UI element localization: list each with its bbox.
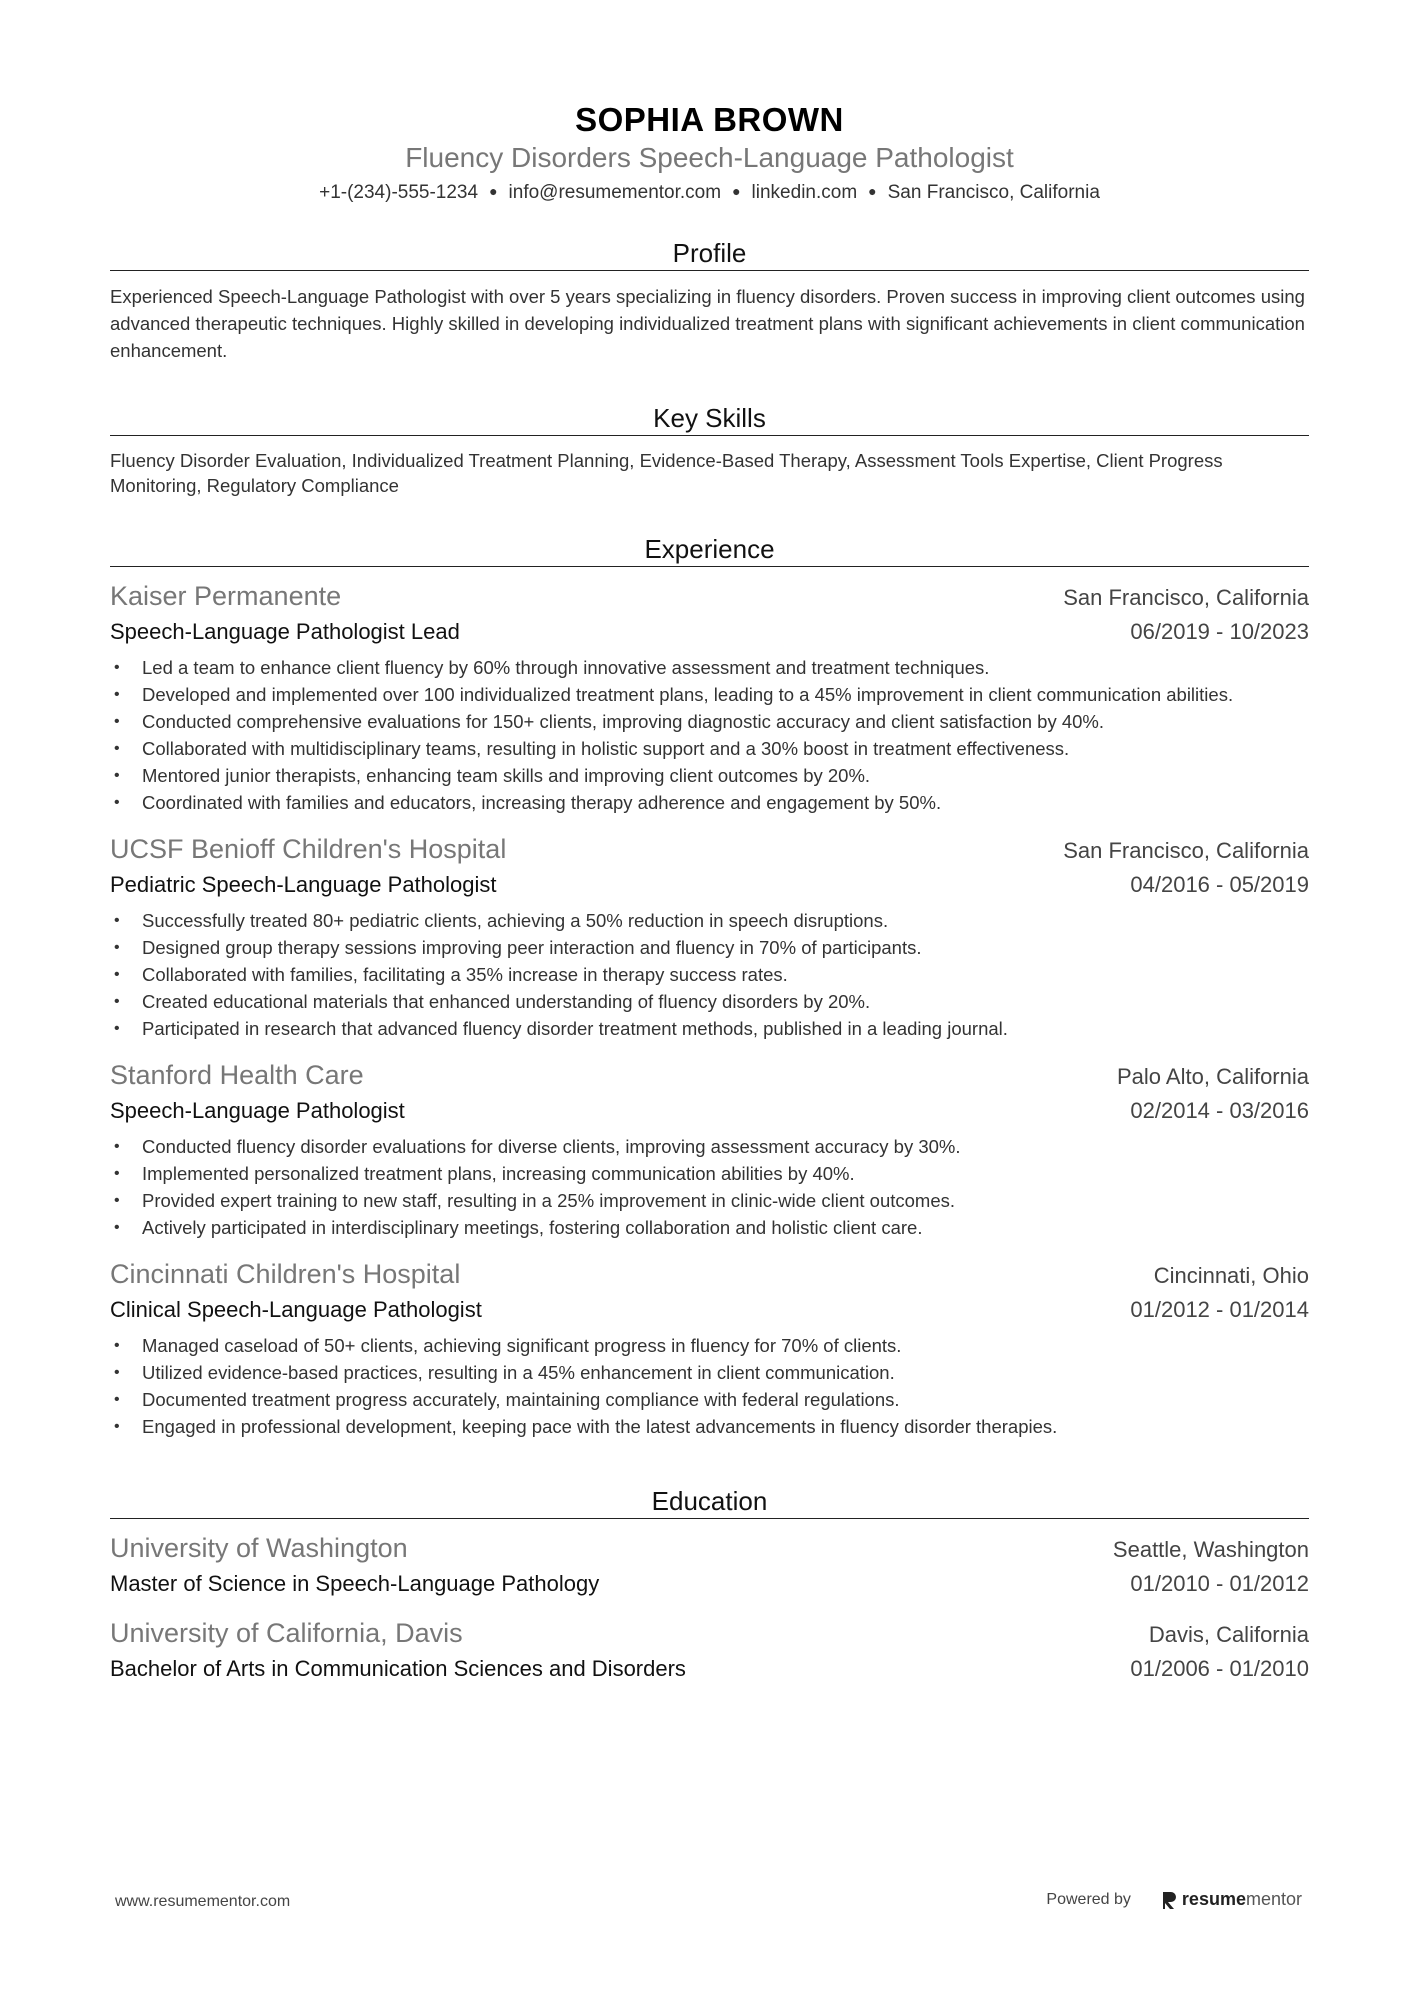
entry-header-row — [110, 579, 1309, 615]
experience-entry — [110, 579, 1309, 816]
achievement-item: • Utilized evidence-based practices, resulting in a 45% enhancement in client communication. — [110, 1359, 1309, 1386]
achievement-item: • Conducted comprehensive evaluations for 150+ clients, improving diagnostic accuracy and client satisfaction by 40%. — [110, 708, 1309, 735]
degree-name: Master of Science in Speech-Language Pathology — [110, 1571, 600, 1596]
education-list — [110, 1531, 1309, 1685]
entry-degree-row — [110, 1652, 1309, 1685]
achievement-item: • Actively participated in interdisciplinary meetings, fostering collaboration and holistic client care. — [110, 1214, 1309, 1241]
experience-entry — [110, 832, 1309, 1042]
separator-dot: ● — [489, 183, 498, 199]
footer-website[interactable]: www.resumementor.com — [115, 1893, 291, 1910]
degree-name: Bachelor of Arts in Communication Sciences and Disorders — [110, 1656, 686, 1681]
skills-list: Fluency Disorder Evaluation, Individualized Treatment Planning, Evidence-Based Therapy, Assessment Tools Expertise, Client Progress Monitoring, Regulatory Compliance — [110, 450, 1223, 496]
employer-name: Stanford Health Care — [110, 1060, 364, 1090]
achievement-list — [110, 654, 1309, 816]
entry-role-row — [110, 615, 1309, 648]
employer-location: San Francisco, California — [1063, 585, 1309, 610]
candidate-name: SOPHIA BROWN — [575, 101, 844, 138]
achievement-item: • Mentored junior therapists, enhancing team skills and improving client outcomes by 20%. — [110, 762, 1309, 789]
contact-email[interactable]: info@resumementor.com — [508, 182, 722, 203]
job-dates: 04/2016 - 05/2019 — [1130, 872, 1309, 897]
contact-location: San Francisco, California — [887, 182, 1100, 203]
entry-role-row — [110, 1293, 1309, 1326]
achievement-item: • Coordinated with families and educators, increasing therapy adherence and engagement by 50%. — [110, 789, 1309, 816]
employer-location: Cincinnati, Ohio — [1153, 1263, 1309, 1288]
school-name: University of California, Davis — [110, 1618, 463, 1648]
resumementor-logo-icon — [1161, 1890, 1177, 1910]
section-title-skills: Key Skills — [653, 403, 766, 433]
resume-page — [110, 0, 1309, 1685]
school-location: Davis, California — [1148, 1622, 1309, 1647]
education-entry — [110, 1616, 1309, 1685]
school-name: University of Washington — [110, 1533, 408, 1563]
contact-line — [110, 178, 1309, 206]
section-divider — [110, 270, 1309, 271]
job-title: Pediatric Speech-Language Pathologist — [110, 872, 497, 897]
employer-name: Cincinnati Children's Hospital — [110, 1259, 461, 1289]
achievement-list — [110, 1332, 1309, 1440]
degree-dates: 01/2010 - 01/2012 — [1130, 1571, 1309, 1596]
entry-header-row — [110, 1058, 1309, 1094]
school-location: Seattle, Washington — [1112, 1537, 1309, 1562]
employer-name: Kaiser Permanente — [110, 581, 342, 611]
achievement-item: • Created educational materials that enhanced understanding of fluency disorders by 20%. — [110, 988, 1309, 1015]
achievement-item: • Provided expert training to new staff, resulting in a 25% improvement in clinic-wide client outcomes. — [110, 1187, 1309, 1214]
brand-logo[interactable] — [1161, 1889, 1302, 1910]
entry-degree-row — [110, 1567, 1309, 1600]
section-title-experience: Experience — [644, 534, 775, 564]
entry-header-row — [110, 1257, 1309, 1293]
resume-header — [110, 0, 1309, 206]
achievement-item: • Conducted fluency disorder evaluations for diverse clients, improving assessment accuracy by 30%. — [110, 1133, 1309, 1160]
footer-branding — [1046, 1889, 1302, 1910]
experience-entry — [110, 1058, 1309, 1241]
job-dates: 02/2014 - 03/2016 — [1130, 1098, 1309, 1123]
brand-name-bold: resume — [1181, 1889, 1246, 1909]
achievement-item: • Collaborated with families, facilitating a 35% increase in therapy success rates. — [110, 961, 1309, 988]
employer-location: Palo Alto, California — [1117, 1064, 1309, 1089]
section-title-profile: Profile — [672, 238, 747, 268]
achievement-item: • Led a team to enhance client fluency by 60% through innovative assessment and treatment techniques. — [110, 654, 1309, 681]
achievement-item: • Participated in research that advanced fluency disorder treatment methods, published in a leading journal. — [110, 1015, 1309, 1042]
contact-phone: +1-(234)-555-1234 — [319, 182, 479, 203]
experience-list — [110, 579, 1309, 1440]
achievement-item: • Designed group therapy sessions improving peer interaction and fluency in 70% of participants. — [110, 934, 1309, 961]
section-divider — [110, 566, 1309, 567]
degree-dates: 01/2006 - 01/2010 — [1130, 1656, 1309, 1681]
job-title: Speech-Language Pathologist — [110, 1098, 405, 1123]
contact-linkedin[interactable]: linkedin.com — [751, 182, 858, 203]
achievement-item: • Documented treatment progress accurately, maintaining compliance with federal regulations. — [110, 1386, 1309, 1413]
job-dates: 06/2019 - 10/2023 — [1130, 619, 1309, 644]
profile-summary: Experienced Speech-Language Pathologist with over 5 years specializing in fluency disorders. Proven success in improving client outcomes using advanced therapeutic techniques. Highly skilled in developing individualized treatment plans with significant achievements in client communication enhancement. — [110, 286, 1305, 361]
achievement-item: • Successfully treated 80+ pediatric clients, achieving a 50% reduction in speech disruptions. — [110, 907, 1309, 934]
entry-header-row — [110, 832, 1309, 868]
candidate-headline: Fluency Disorders Speech-Language Pathologist — [405, 142, 1014, 173]
entry-header-row — [110, 1616, 1309, 1652]
job-title: Speech-Language Pathologist Lead — [110, 619, 460, 644]
employer-location: San Francisco, California — [1063, 838, 1309, 863]
experience-entry — [110, 1257, 1309, 1440]
employer-name: UCSF Benioff Children's Hospital — [110, 834, 507, 864]
entry-role-row — [110, 868, 1309, 901]
page-footer — [0, 1885, 1410, 1925]
section-title-education: Education — [651, 1486, 768, 1516]
separator-dot: ● — [868, 183, 877, 199]
achievement-list — [110, 1133, 1309, 1241]
education-entry — [110, 1531, 1309, 1600]
powered-by-label: Powered by — [1046, 1890, 1131, 1908]
entry-header-row — [110, 1531, 1309, 1567]
brand-name-light: mentor — [1245, 1889, 1302, 1909]
achievement-item: • Collaborated with multidisciplinary teams, resulting in holistic support and a 30% boost in treatment effectiveness. — [110, 735, 1309, 762]
achievement-item: • Engaged in professional development, keeping pace with the latest advancements in fluency disorder therapies. — [110, 1413, 1309, 1440]
job-title: Clinical Speech-Language Pathologist — [110, 1297, 482, 1322]
achievement-item: • Implemented personalized treatment plans, increasing communication abilities by 40%. — [110, 1160, 1309, 1187]
entry-role-row — [110, 1094, 1309, 1127]
job-dates: 01/2012 - 01/2014 — [1130, 1297, 1309, 1322]
achievement-item: • Managed caseload of 50+ clients, achieving significant progress in fluency for 70% of clients. — [110, 1332, 1309, 1359]
section-divider — [110, 435, 1309, 436]
separator-dot: ● — [732, 183, 741, 199]
achievement-list — [110, 907, 1309, 1042]
section-divider — [110, 1518, 1309, 1519]
achievement-item: • Developed and implemented over 100 individualized treatment plans, leading to a 45% improvement in client communication abilities. — [110, 681, 1309, 708]
